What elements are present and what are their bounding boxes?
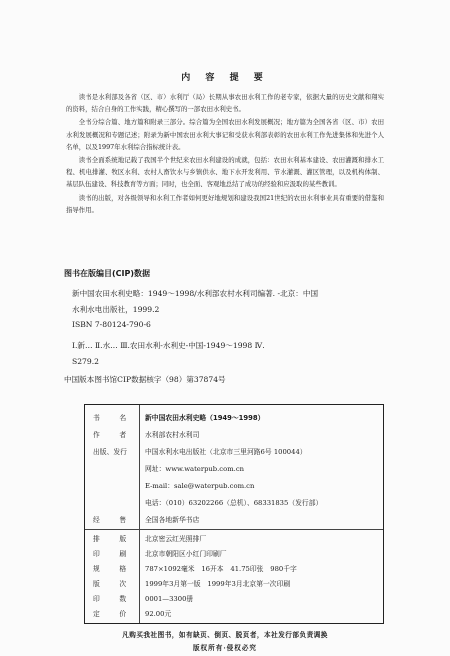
- pub-label: 规 格: [93, 565, 129, 573]
- publication-info-box: [84, 404, 384, 624]
- pub-value: 全国各地新华书店: [145, 516, 200, 524]
- cip-desc-line: 水利水电出版社，1999.2: [72, 304, 160, 314]
- cip-description: [72, 286, 394, 333]
- pub-value: 水利部农村水利司: [145, 431, 200, 439]
- cip-class-line: S279.2: [72, 356, 99, 366]
- pub-label: 出版、发行: [93, 448, 127, 456]
- cip-class-line: Ⅰ.新… Ⅱ.水… Ⅲ.农田水利-水利史-中国-1949～1998 Ⅳ.: [72, 341, 265, 350]
- pub-label: 经 售: [93, 516, 129, 524]
- section-divider: [85, 529, 383, 530]
- cip-classification: [72, 338, 394, 369]
- pub-value: 电话：（010）63202266（总机）、68331835（发行部）: [145, 499, 323, 507]
- pub-value: E-mail：sale@waterpub.com.cn: [145, 482, 255, 490]
- pub-label: 排 版: [93, 535, 129, 543]
- cip-number: 中国版本图书馆CIP数据核字（98）第37874号: [64, 375, 226, 384]
- pub-label: 印 数: [93, 595, 129, 603]
- pub-label: 版 次: [93, 580, 129, 588]
- summary-body: [66, 91, 384, 216]
- summary-paragraph: 读书全面系统地记载了我国半个世纪来农田水利建设的成就，包括：农田水利基本建设、农田灌溉和排水工程、机电排灌、牧区水利、农村人畜饮水与乡镇供水、地下水开发利用、节水灌溉、灌区管理，以及机构体制、基层队伍建设、科技教育等方面；同时，也全面、客观地总结了成功的经验和应汲取的某些教训。: [66, 156, 384, 189]
- pub-value: 0001—3300册: [145, 595, 194, 603]
- cip-heading: 图书在版编目(CIP)数据: [64, 269, 151, 278]
- cip-isbn: ISBN 7-80124-790-6: [72, 320, 151, 329]
- pub-value: 中国水利水电出版社（北京市三里河路6号 100044）: [145, 448, 307, 456]
- summary-paragraph: 读书是水利部及各省（区、市）水利厅（局）长期从事农田水利工作的老专家，依据大量的历史文献和翔实的资料，结合自身的工作实践，精心撰写的一部农田水利史书。: [66, 93, 384, 114]
- label-divider: [139, 405, 140, 623]
- pub-label: 作 者: [93, 431, 129, 439]
- pub-label: 印 刷: [93, 550, 129, 558]
- pub-label: 定 价: [93, 610, 129, 618]
- summary-title: 内 容 提 要: [181, 73, 269, 83]
- cip-desc-line: 新中国农田水利史略：1949～1998/水利部农村水利司编著. -北京：中国: [72, 289, 319, 298]
- pub-value: 新中国农田水利史略（1949～1998）: [145, 414, 265, 422]
- summary-paragraph: 全书分综合篇、地方篇和附录三部分。综合篇为全国农田水利发展概况；地方篇为全国各省（区、市）农田水利发展概况和专题记述；附录为新中国农田水利大事记和受获水利部表彰的农田水利工作先进集体和先进个人名单，以及1997年水利综合指标统计表。: [66, 118, 384, 151]
- pub-value: 787×1092毫米 16开本 41.75印张 980千字: [145, 565, 297, 573]
- copyright-notice: 版权所有·侵权必究: [192, 644, 258, 652]
- pub-value: 北京密云红光照排厂: [145, 535, 207, 543]
- pub-value: 网址：www.waterpub.com.cn: [145, 465, 244, 473]
- replacement-notice: 凡购买我社图书，如有缺页、倒页、脱页者，本社发行部负责调换: [122, 631, 328, 639]
- pub-value: 92.00元: [145, 610, 172, 618]
- pub-value: 北京市朝阳区小红门印刷厂: [145, 550, 227, 558]
- summary-paragraph: 读书的出版，对各级领导和水利工作者如何更好地规划和建设我国21世纪的农田水利事业具有重要的借鉴和指导作用。: [66, 193, 384, 214]
- pub-value: 1999年3月第一版 1999年3月北京第一次印刷: [145, 580, 291, 588]
- pub-label: 书 名: [93, 414, 129, 422]
